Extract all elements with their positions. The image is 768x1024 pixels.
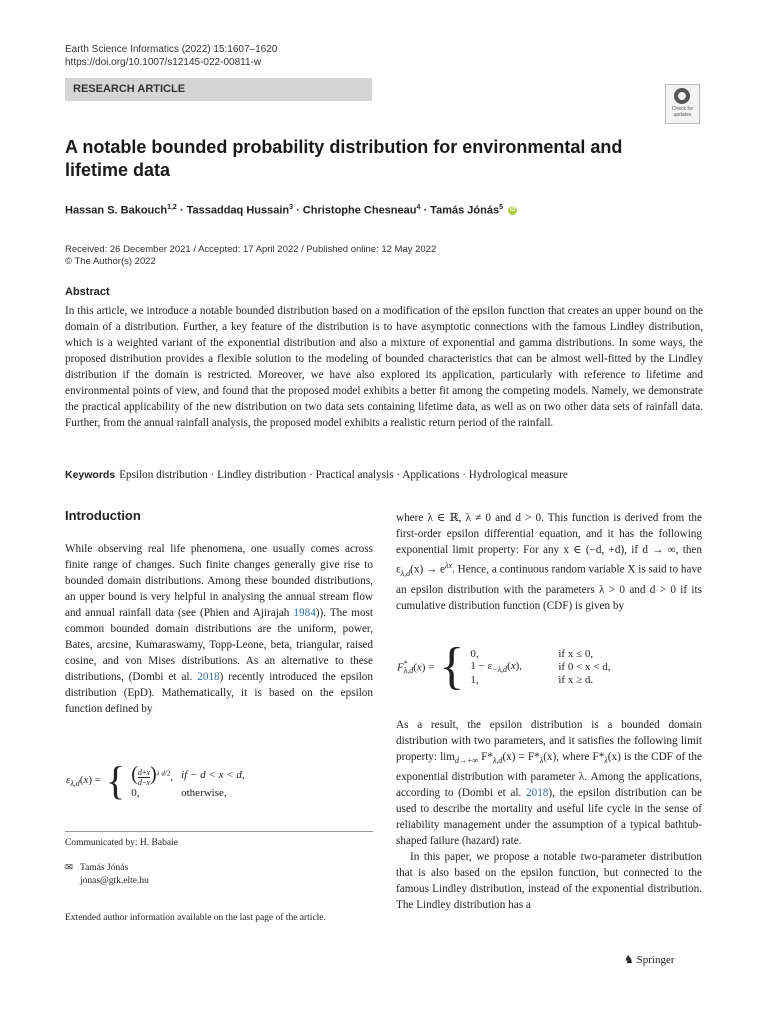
eq1-case1-value: ( $\frac{d+x}{d-x}$ )$^{\lambda d/2}$,	[131, 763, 174, 787]
eq1-case2-value: 0,	[131, 786, 140, 799]
citation-link[interactable]: 2018	[197, 671, 220, 683]
intro-text: While observing real life phenomena, one usually comes across finite range of changes. Such finite changes generally give rise to bounded domain distributions. Among these bounded distributions, an upper bound is very helpful in analysing the annual stream flow and annual rainfall data (see (Phien and Ajirajah	[65, 543, 373, 619]
keywords-list: Epsilon distribution · Lindley distribution · Practical analysis · Applications · Hydrological measure	[119, 469, 568, 481]
corresponding-name: Tamás Jónás	[80, 863, 129, 873]
orcid-icon[interactable]: iD	[509, 207, 516, 214]
equation-epsilon-function	[65, 760, 373, 810]
body-text: (x) = F*	[502, 751, 540, 763]
history-dates: Received: 26 December 2021 / Accepted: 17 April 2022 / Published online: 12 May 2022	[65, 244, 437, 255]
eq1-brace: {	[106, 758, 126, 803]
eq2-case2-value: $1 - \varepsilon_{-\lambda,d}(x)$,	[470, 659, 523, 675]
article-type-bar	[65, 78, 372, 101]
eq2-case2-cond: if 0 < x < d,	[558, 661, 611, 673]
journal-header	[65, 43, 277, 69]
body-text: (x), where F*	[543, 751, 605, 763]
equation-epsilon-cdf	[396, 640, 702, 700]
crossmark-badge[interactable]	[665, 84, 700, 124]
author-affiliation: 4	[416, 204, 421, 211]
eq1-case1-cond: if − d < x < d,	[181, 769, 245, 781]
author-affiliation: 3	[289, 204, 294, 211]
body-text: (x) → e	[410, 563, 446, 576]
author-list: Hassan S. Bakouch$^{1,2}$ · Tassaddaq Hussain$^3$ · Christophe Chesneau$^4$ · Tamás Jónás$^5$ iD	[65, 204, 516, 217]
eq2-brace: {	[439, 638, 465, 695]
publication-dates	[65, 244, 436, 268]
eq2-lhs: $F^*_{\lambda,d}(x)$ =	[397, 658, 435, 676]
eq2-case1-value: 0,	[470, 647, 479, 660]
journal-citation: Earth Science Informatics (2022) 15:1607–1620	[65, 44, 278, 55]
abstract-text: In this article, we introduce a notable bounded distribution based on a modification of the epsilon function that creates an upper bound on the domain of a distribution. Further, a key feature of the distribution is to have asymptotic connections with the famous Lindley distribution, which is a weighted variant of the exponential distribution and also a mixture of exponential and gamma distributions. In some ways, the proposed distribution provides a flexible solution to the modeling of bounded characteristics that can be almost well-fitted by the Lindley distribution if the domain is restricted. Moreover, we have also explored its application, particularly with reference to lifetime and environmental points of view, and found that the proposed model exhibits a better fit among the competing models. Namely, we demonstrate the practical applicability of the new distribution on two data sets containing lifetime data, as well as on two other data sets of rainfall data. Further, from the annual rainfall analysis, the proposed model exhibits a realistic return period of the rainfall.	[65, 305, 703, 429]
eq1-case2-cond: otherwise,	[181, 786, 227, 799]
body-text: (x) is the CDF of the exponential distribution with parameter λ. Among the applications, according to (Dombi et al.	[396, 751, 702, 800]
section-heading-introduction: Introduction	[65, 508, 141, 523]
doi-link[interactable]: https://doi.org/10.1007/s12145-022-00811-w	[65, 57, 262, 68]
right-paragraph-1: where λ ∈ ℝ, λ ≠ 0 and d > 0. This function is derived from the first-order epsilon differential equation, and it has the following exponential limit property: For any x ∈ (−d, +d), if d → ∞, then $\varepsilon_{\lambda,d}(x) \to e^{\lambda x}$. Hence, a continuous random variable X is said to have an epsilon distribution with the parameters λ > 0 and d > 0 if its cumulative distribution function (CDF) is given by	[396, 512, 703, 612]
abstract-heading: Abstract	[65, 286, 110, 298]
author-name[interactable]: Tassaddaq Hussain	[186, 204, 290, 217]
eq2-case3-cond: if x ≥ d.	[558, 674, 594, 687]
author-affiliation: 1,2	[167, 204, 177, 211]
citation-link[interactable]: 2018	[526, 787, 549, 800]
body-text: As a result, the epsilon distribution is a bounded domain distribution with two parameters, and it satisfies the following limit property: lim	[396, 719, 702, 763]
crossmark-icon	[674, 88, 690, 104]
crossmark-text: Check for updates	[671, 106, 694, 118]
citation-link[interactable]: 1984	[293, 607, 316, 619]
intro-paragraph	[65, 541, 373, 717]
springer-horse-icon: ♞	[624, 954, 634, 966]
envelope-icon: ✉	[65, 863, 73, 873]
eq2-case1-cond: if x ≤ 0,	[558, 647, 594, 660]
corresponding-email[interactable]: jonas@gtk.elte.hu	[80, 876, 149, 886]
publisher-name: Springer	[636, 954, 675, 966]
body-text: where λ ∈ ℝ, λ ≠ 0 and d > 0. This function is derived from the first-order epsilon differential equation, and it has the following exponential limit property: For any x ∈ (−d, +d), if d → ∞, then ε	[396, 512, 702, 576]
body-text: F*	[478, 751, 493, 763]
publisher-logo	[624, 953, 675, 966]
corresponding-author	[65, 862, 149, 888]
keywords-line	[65, 467, 568, 483]
article-title: A notable bounded probability distribution for environmental and lifetime data	[65, 137, 623, 180]
author-name[interactable]: Tamás Jónás	[430, 204, 500, 217]
communicated-by: Communicated by: H. Babaie	[65, 838, 178, 848]
extended-author-note: Extended author information available on the last page of the article.	[65, 913, 326, 923]
author-name[interactable]: Hassan S. Bakouch	[65, 204, 168, 217]
eq1-lhs: $\varepsilon_{\lambda,d}(x)$ =	[66, 773, 101, 789]
intro-text: ) recently introduced the epsilon distribution (EpD). Mathematically, it is based on the epsilon function defined by	[65, 671, 373, 715]
body-text: . Hence, a continuous random variable X is said to have an epsilon distribution with the parameters λ > 0 and d > 0 if its cumulative distribution function (CDF) is given by	[396, 563, 703, 612]
footnote-divider	[65, 831, 373, 832]
body-text: ), the epsilon distribution can be used to describe the mortality and useful life cycle in the sense of reliability management under the assumption of a typical bathtub-shaped failure (hazard) rate.	[396, 787, 702, 848]
eq2-case3-value: 1,	[470, 674, 479, 687]
right-paragraph-3: In this paper, we propose a notable two-parameter distribution that is also based on the epsilon function, but connected to the famous Lindley distribution, instead of the exponential distribution. The Lindley distribution has a	[396, 851, 702, 912]
article-type-label: RESEARCH ARTICLE	[73, 83, 186, 95]
copyright: © The Author(s) 2022	[65, 256, 156, 267]
author-affiliation: 5	[499, 204, 503, 211]
intro-text: )). The most common bounded domain distributions are the uniform, power, Bates, arcsine, Kumaraswamy, Topp-Leone, beta, triangular, raised cosine, and von Mises distributions. As an alternative to these distributions, (Dombi et al.	[65, 607, 373, 683]
right-paragraph-2: As a result, the epsilon distribution is a bounded domain distribution with two parameters, and it satisfies the following limit property: $\lim_{d\to+\infty} F*_{\lambda,d}(x) = F*_\lambda(x)$, where $F*_\lambda(x)$ is the CDF of the exponential distribution with parameter λ. Among the applications, according to (Dombi et al. 2018), the epsilon distribution can be used to describe the mortality and useful life cycle in the sense of reliability management under the assumption of a typical bathtub-shaped failure (hazard) rate. In this paper, we propose a notable two-parameter distribution that is also based on the epsilon function, but connected to the famous Lindley distribution, instead of the exponential distribution. The Lindley distribution has a	[396, 719, 702, 912]
author-name[interactable]: Christophe Chesneau	[302, 204, 417, 217]
keywords-heading: Keywords	[65, 469, 116, 481]
